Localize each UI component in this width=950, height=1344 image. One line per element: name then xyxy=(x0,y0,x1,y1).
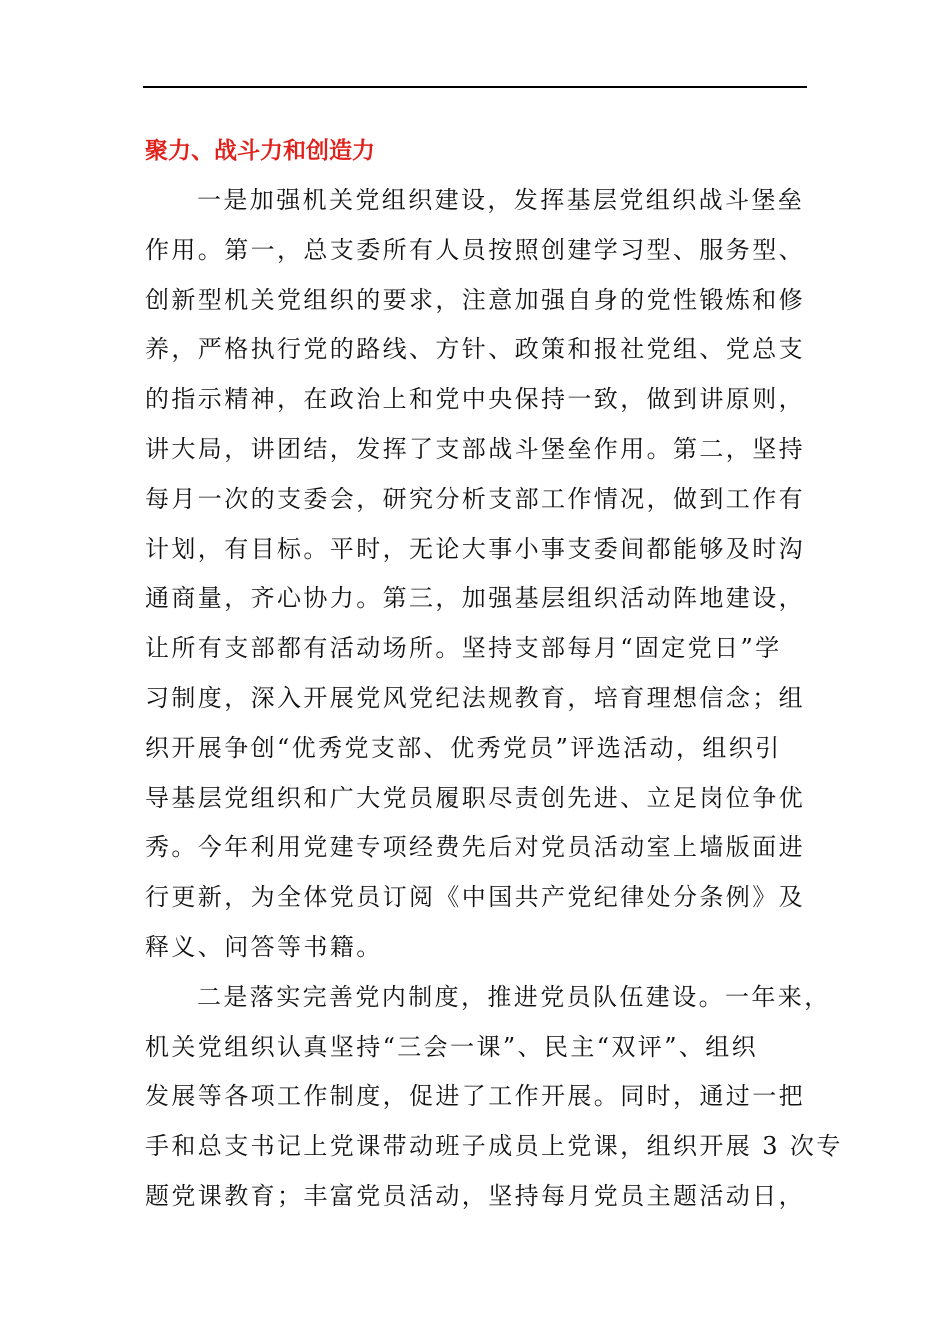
paragraph-line: 二是落实完善党内制度，推进党员队伍建设。一年来， xyxy=(197,982,831,1011)
paragraph-line: 机关党组织认真坚持“三会一课”、民主“双评”、组织 xyxy=(145,1032,759,1061)
paragraph-line: 计划，有目标。平时，无论大事小事支委间都能够及时沟 xyxy=(145,534,805,563)
paragraph-1 xyxy=(145,176,835,973)
paragraph-line: 创新型机关党组织的要求，注意加强自身的党性锻炼和修 xyxy=(145,285,805,314)
paragraph-line: 讲大局，讲团结，发挥了支部战斗堡垒作用。第二，坚持 xyxy=(145,434,805,463)
header-rule xyxy=(143,86,807,88)
paragraph-line: 发展等各项工作制度，促进了工作开展。同时，通过一把 xyxy=(145,1082,805,1111)
paragraph-line: 的指示精神，在政治上和党中央保持一致，做到讲原则， xyxy=(145,385,805,414)
paragraph-line: 导基层党组织和广大党员履职尽责创先进、立足岗位争优 xyxy=(145,783,805,812)
paragraph-line: 织开展争创“优秀党支部、优秀党员”评选活动，组织引 xyxy=(145,733,782,762)
document-body xyxy=(145,126,843,1222)
section-heading: 聚力、战斗力和创造力 xyxy=(145,138,375,164)
paragraph-line: 秀。今年利用党建专项经费先后对党员活动室上墙版面进 xyxy=(145,833,805,862)
paragraph-line: 让所有支部都有活动场所。坚持支部每月“固定党日”学 xyxy=(145,634,782,663)
paragraph-line: 行更新，为全体党员订阅《中国共产党纪律处分条例》及 xyxy=(145,883,805,912)
paragraph-line: 释义、问答等书籍。 xyxy=(145,932,383,961)
paragraph-line: 作用。第一，总支委所有人员按照创建学习型、服务型、 xyxy=(145,235,805,264)
paragraph-line: 题党课教育；丰富党员活动，坚持每月党员主题活动日， xyxy=(145,1181,805,1210)
paragraph-line: 手和总支书记上党课带动班子成员上党课，组织开展 3 次专 xyxy=(145,1132,843,1161)
paragraph-2 xyxy=(145,973,843,1222)
paragraph-line: 通商量，齐心协力。第三，加强基层组织活动阵地建设， xyxy=(145,584,805,613)
paragraph-line: 一是加强机关党组织建设，发挥基层党组织战斗堡垒 xyxy=(197,186,805,214)
paragraph-line: 习制度，深入开展党风党纪法规教育，培育理想信念；组 xyxy=(145,683,805,712)
paragraph-line: 养，严格执行党的路线、方针、政策和报社党组、党总支 xyxy=(145,335,805,364)
paragraph-line: 每月一次的支委会，研究分析支部工作情况，做到工作有 xyxy=(145,484,805,513)
